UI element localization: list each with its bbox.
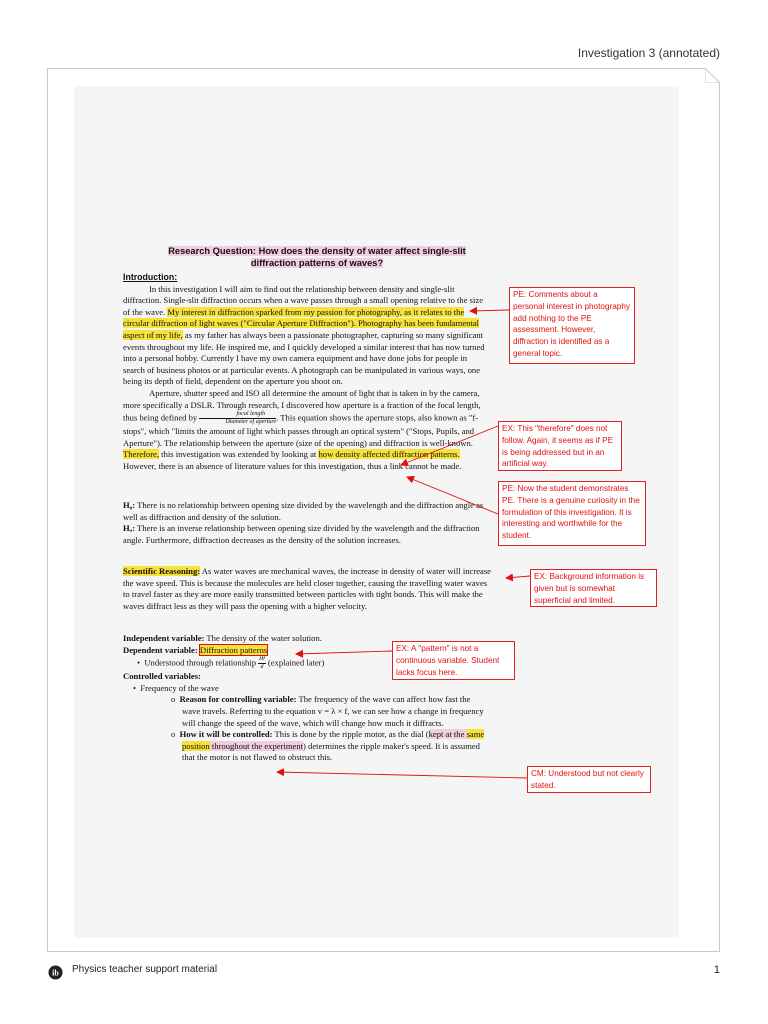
page-number: 1 [713, 964, 720, 976]
how-controlled: o How it will be controlled: This is done by the ripple motor, as the dial (kept at the same position throughout the experiment) determines the ripple maker's speed. It is assumed that the motor is not flawed to obstruct this. [171, 729, 485, 763]
introduction-section [123, 272, 490, 473]
highlight-diffraction-patterns: Diffraction patterns [199, 644, 268, 655]
page-fold-icon [705, 68, 720, 83]
page-header-title: Investigation 3 (annotated) [577, 46, 720, 60]
annotation-ex-therefore: EX: This "therefore" does not follow. Again, it seems as if PE is being addressed but in an artificial way. [498, 421, 622, 471]
annotation-cm-understood: CM: Understood but not clearly stated. [527, 766, 651, 793]
highlight-same-position: same position [182, 729, 485, 751]
controlled-variable-item: • Frequency of the wave [133, 682, 219, 693]
lambda-theta-fraction: $\frac{\lambda\theta}{d}$ [259, 656, 265, 671]
dependent-variable: Dependent variable: Diffraction patterns [123, 644, 268, 655]
svg-text:ib: ib [52, 968, 59, 978]
intro-heading: Introduction: [123, 272, 178, 282]
aperture-fraction: $\frac{\text{focal length}}{\text{Diameter of aperture}}$ [199, 411, 276, 426]
hypotheses [123, 500, 485, 546]
highlight-therefore: Therefore, [123, 449, 160, 460]
scientific-reasoning: Scientific Reasoning: As water waves are mechanical waves, the increase in density of water will increase the wave speed. This is because the molecules are held closer together, causing the travelling water waves to travel faster as they are more easily transmitted between particles with tight bonds. This will make the waves diffract less as they will pass the opening with a higher velocity. [123, 566, 491, 611]
null-hypothesis: H₀: There is no relationship between opening size divided by the wavelength and the diffraction angle as well as diffraction and density of the solution. [123, 500, 484, 522]
intro-paragraph-1: In this investigation I will aim to find out the relationship between density and single-slit diffraction. Single-slit diffraction occurs when a wave passes through a small opening relative to the size of the wave. My interest in diffraction sparked from my passion for photography, as it relates to the circular diffraction of light waves ("Circular Aperture Diffraction"). Photography has been fundamental aspect of my life, as my father has always been a passionate photographer, capturing so many significant events throughout my life. He inspired me, and I quickly developed a similar interest that has now turned into a personal hobby. Currently I have my own camera equipment and have done jobs for people in search of business photos or at particular events. A photograph can be manipulated in various ways, one being its depth of field, dependent on the aperture you shoot on. [123, 283, 485, 387]
highlight-density-diffraction: how density affected diffraction patterns. [318, 449, 460, 460]
scientific-reasoning-label: Scientific Reasoning: [123, 566, 201, 576]
intro-paragraph-2: Aperture, shutter speed and ISO all determine the amount of light that is taken in by the camera, more specifically a DSLR. Through research, I discovered how aperture is a fraction of the focal length, thus being defined by $\frac{\text{focal length}}{\text{Diameter of aperture}}$ . This equation shows the aperture stops, also known as "f-stops", which "limits the amount of light which passes through an optical system" ("Stops, Pupils, and Aperture"). The relationship between the aperture (size of the opening) and diffraction is well-known. Therefore, this investigation was extended by looking at how density affected diffraction patterns. However, there is an absence of literature values for this investigation, thus a link cannot be made. [123, 387, 481, 471]
highlight-photography: My interest in diffraction sparked from my passion for photography, as it relates to the circular diffraction of light waves ("Circular Aperture Diffraction"). Photography has been fundamental aspect of my life, [123, 306, 480, 340]
controlled-variables-heading: Controlled variables: [123, 671, 201, 682]
rq-line-1: Research Question: How does the density of water affect single-slit [168, 246, 466, 256]
independent-variable: Independent variable: The density of the water solution. [123, 633, 322, 643]
footer-label: Physics teacher support material [72, 964, 218, 975]
annotation-pe-personal-interest: PE: Comments about a personal interest in photography add nothing to the PE assessment. However, diffraction is identified as a general topic. [509, 287, 635, 364]
alternative-hypothesis: Hₐ: There is an inverse relationship between opening size divided by the wavelength and the diffraction angle. Furthermore, diffraction decreases as the density of the solution increases. [123, 523, 480, 545]
dependent-variable-bullet: • Understood through relationship $\frac{\lambda\theta}{d}$ (explained later) [137, 656, 325, 671]
annotation-ex-background: EX: Background information is given but is somewhat superficial and limited. [530, 569, 657, 607]
annotation-ex-pattern: EX: A "pattern" is not a continuous variable. Student lacks focus here. [392, 641, 515, 680]
rq-line-2: diffraction patterns of waves? [250, 258, 384, 268]
ib-logo-icon [48, 965, 63, 980]
research-question [147, 245, 487, 269]
annotation-pe-curiosity: PE: Now the student demonstrates PE. There is a genuine curiosity in the formulation of this investigation. It is interesting and worthwhile for the student. [498, 481, 646, 546]
reason-for-controlling: o Reason for controlling variable: The frequency of the wave can affect how fast the wave travels. Referring to the equation v = λ × f, we can see how a change in frequency will change the speed of the wave, which will change how much it diffracts. [171, 694, 484, 728]
